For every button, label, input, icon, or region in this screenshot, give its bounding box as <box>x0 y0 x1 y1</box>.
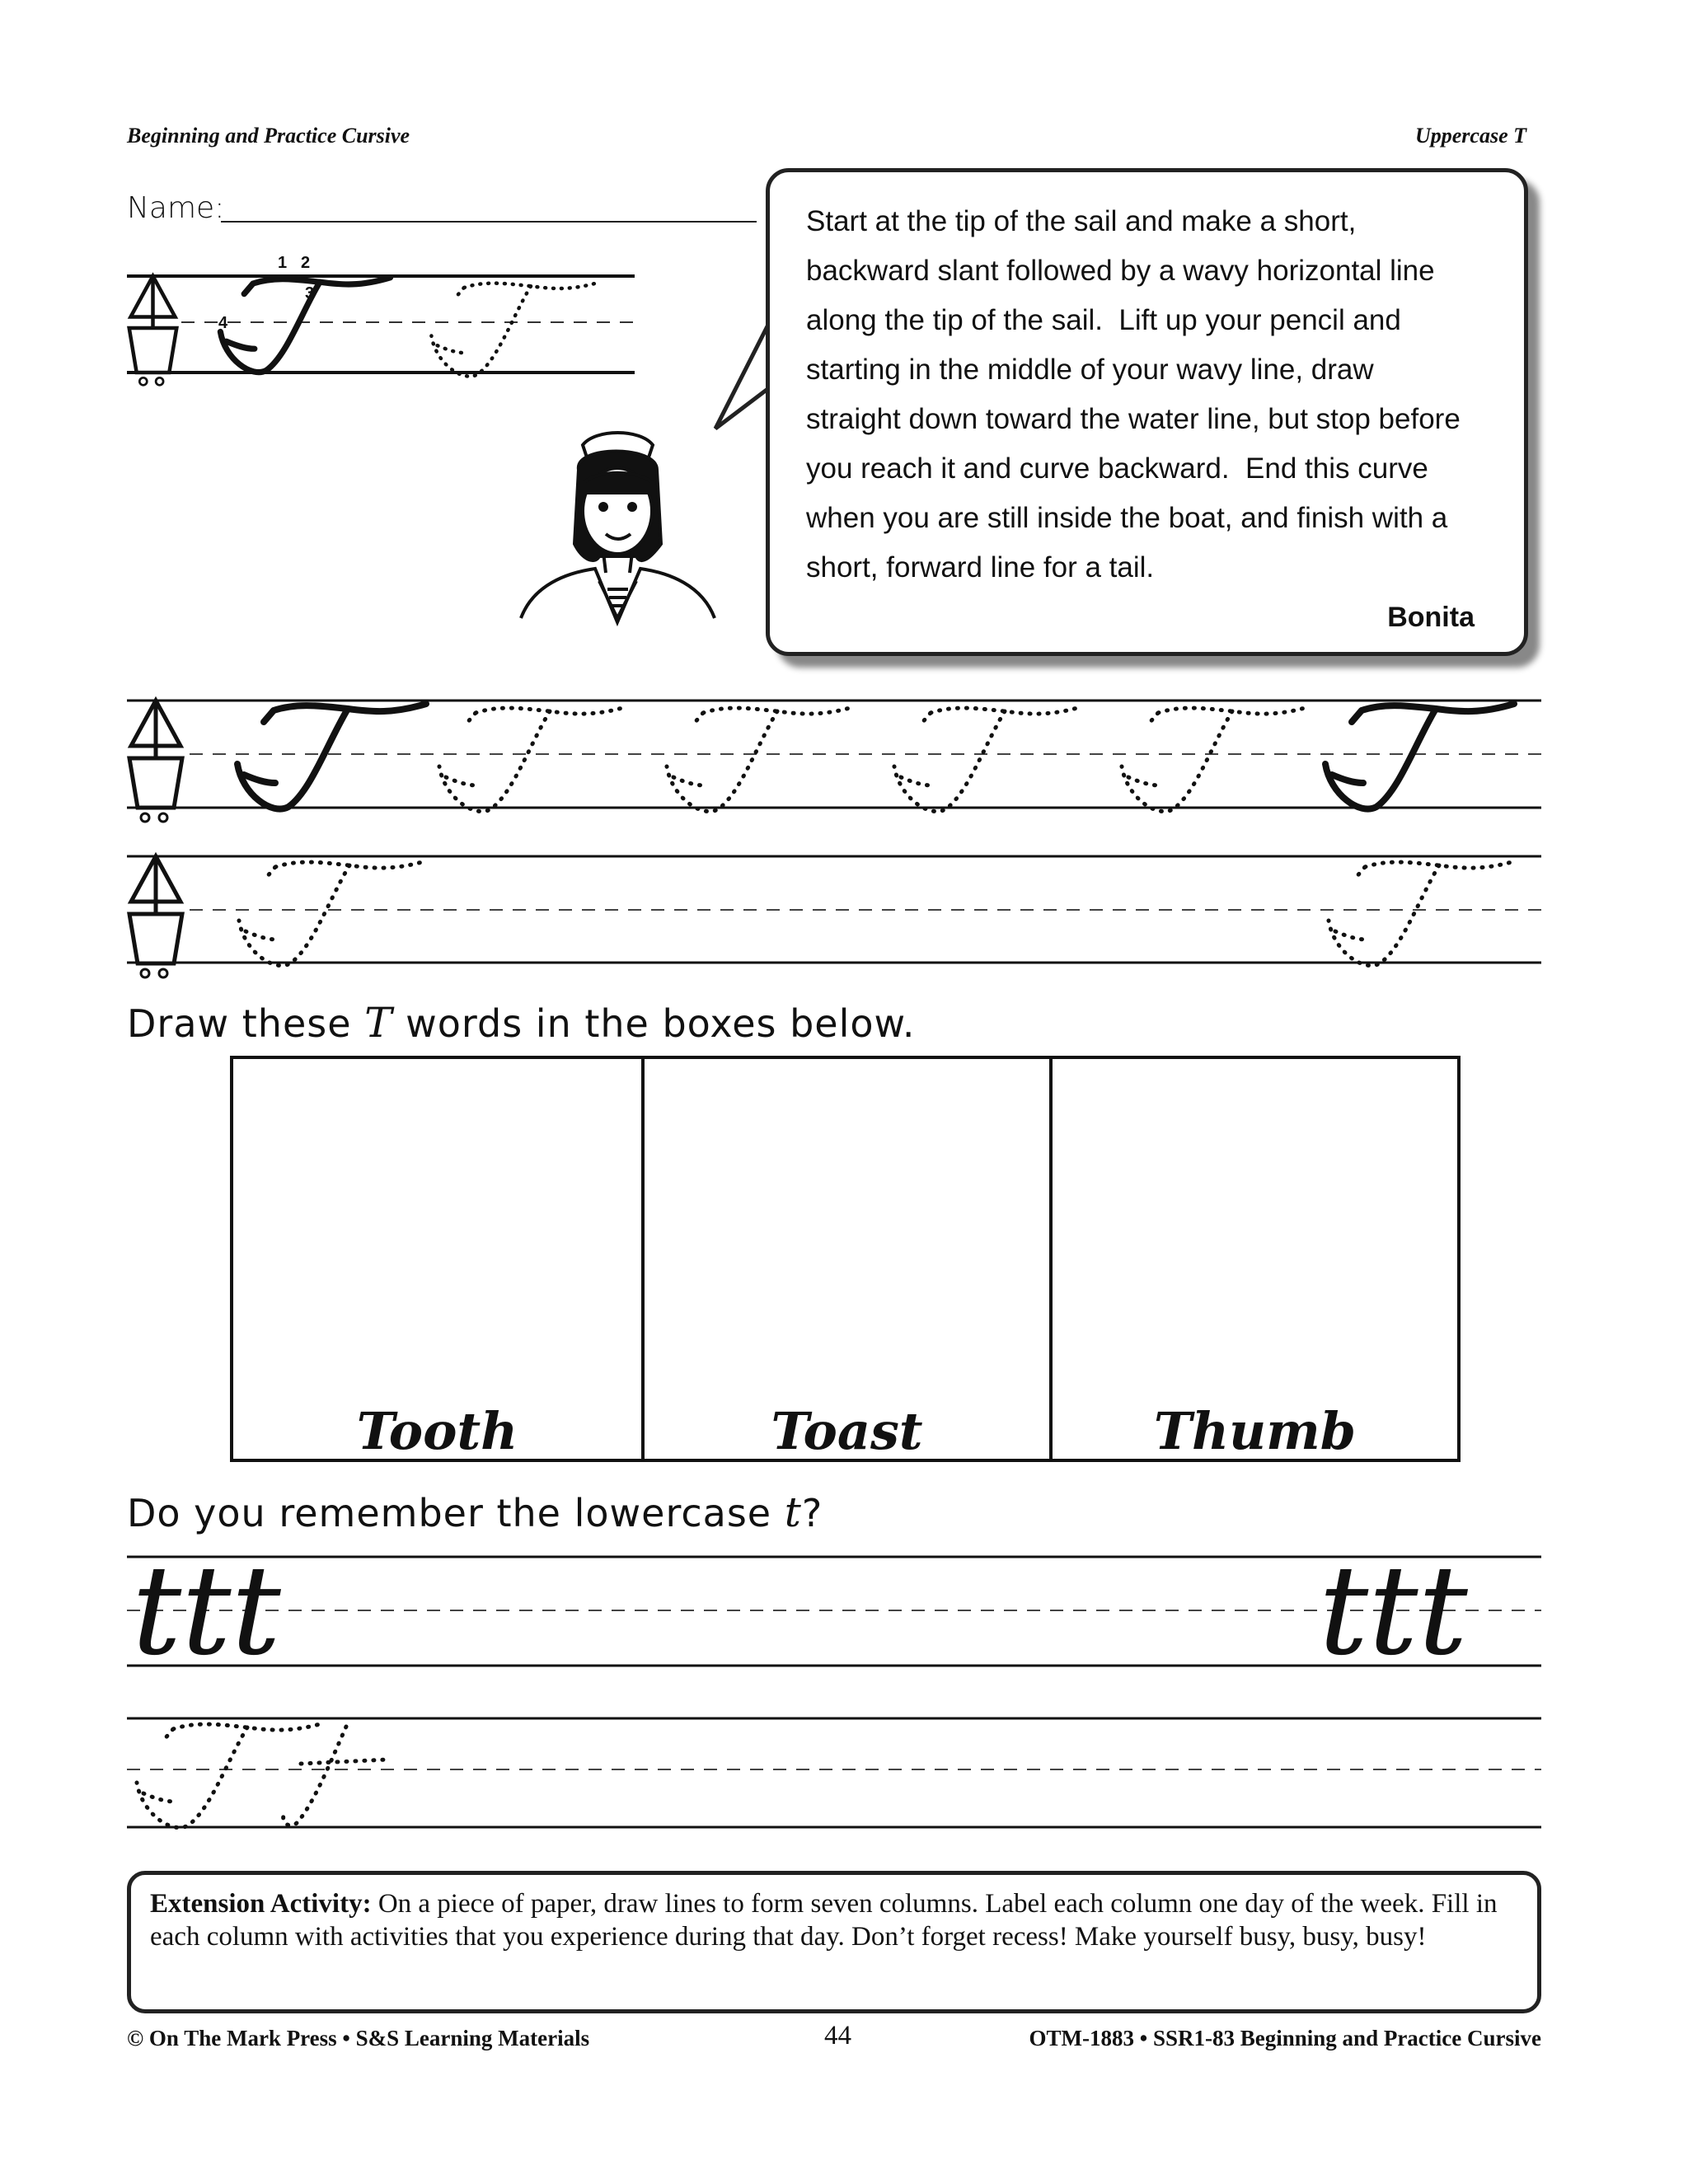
trace-row-2 <box>127 856 1541 977</box>
word-box-2-label: Toast <box>771 1401 923 1461</box>
prompt-text: Do you remember the lowercase <box>127 1491 785 1535</box>
footer-publisher: © On The Mark Press • S&S Learning Materials <box>127 2026 590 2050</box>
footer-product: OTM-1883 • SSR1-83 Beginning and Practice Cursive <box>1029 2026 1541 2050</box>
extension-text <box>150 1887 1526 1953</box>
instruction-text: Start at the tip of the sail and make a short, backward slant followed by a wavy horizontal line along the tip of the sail. Lift up your pencil and starting in the middle of your wavy line, draw straight down toward the water line, but stop before you reach it and curve backward. End this curve when you are still inside the boat, and finish with a short, forward line for a tail. <box>806 205 1461 583</box>
prompt-letter: T <box>364 999 393 1047</box>
prompt-letter: t <box>784 1488 802 1536</box>
lowercase-row-2 <box>127 1718 1541 1828</box>
header-lesson: Uppercase T <box>1414 124 1526 148</box>
lowercase-prompt <box>127 1488 823 1536</box>
prompt-text: ? <box>801 1491 823 1535</box>
demo-row <box>127 276 635 385</box>
extension-body: On a piece of paper, draw lines to form seven columns. Label each column one day of the week. Fill in each column with activities that you experience during that day. Don’t forget recess! Make yourself busy, busy, busy! <box>150 1889 1498 1952</box>
word-box-1-label: Tooth <box>356 1401 518 1461</box>
step-number: 3 <box>305 284 315 302</box>
girl-illustration <box>521 433 715 622</box>
page-number: 44 <box>824 2021 851 2050</box>
prompt-text: words in the boxes below. <box>392 1001 916 1046</box>
lowercase-model-right: ttt <box>1319 1540 1468 1683</box>
name-label: Name: <box>127 191 225 225</box>
boxes-prompt <box>127 999 916 1047</box>
step-number: 4 <box>218 314 228 332</box>
word-boxes <box>232 1057 1459 1460</box>
word-box-3-label: Thumb <box>1153 1401 1357 1461</box>
prompt-text: Draw these <box>127 1001 365 1046</box>
header-title: Beginning and Practice Cursive <box>127 124 410 148</box>
step-number: 1 <box>278 254 288 272</box>
trace-row-1 <box>127 701 1541 822</box>
speaker-name: Bonita <box>1387 602 1475 633</box>
extension-label: Extension Activity: <box>150 1889 372 1919</box>
lowercase-model-left: ttt <box>132 1540 281 1683</box>
step-number: 2 <box>301 254 311 272</box>
